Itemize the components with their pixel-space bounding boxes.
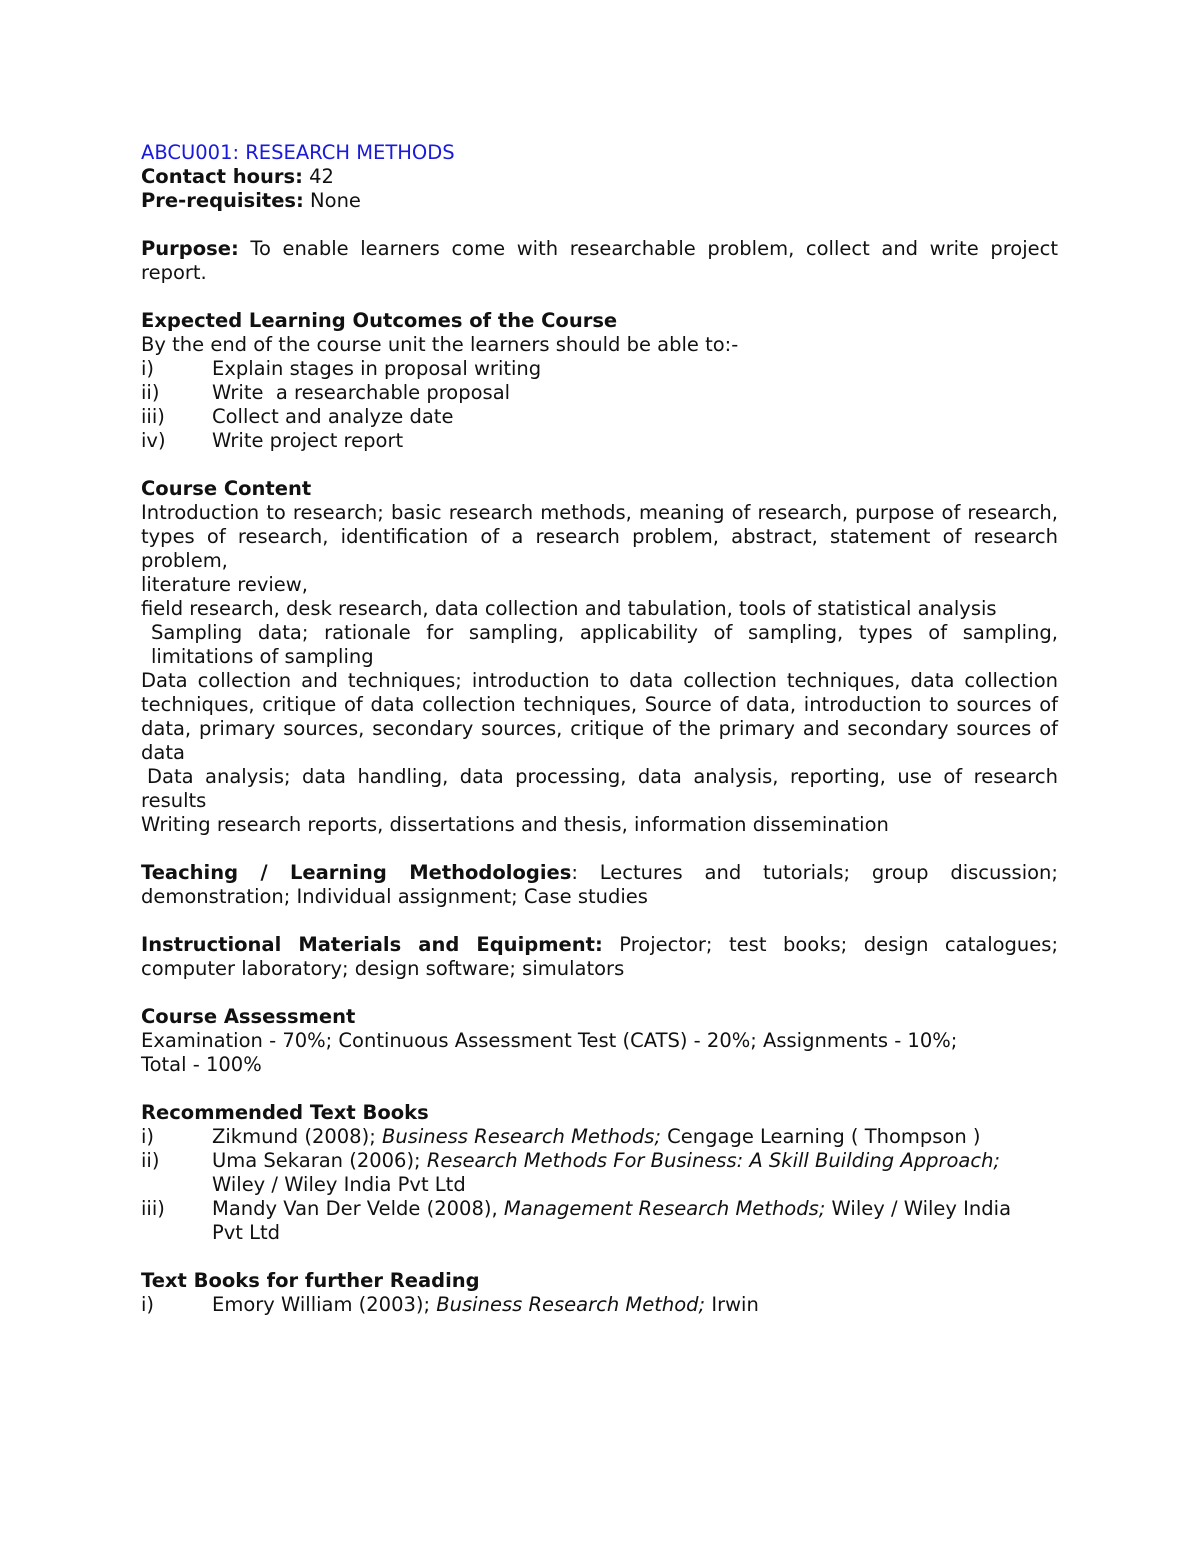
content-paragraph-5: Data collection and techniques; introduction to data collection techniques, data collection techniques, critique of data collection techniques, Source of data, introduction to sources of data, primary sources, secondary sources, critique of the primary and secondary sources of data xyxy=(141,669,1058,764)
content-paragraph-3: field research, desk research, data collection and tabulation, tools of statistical analysis xyxy=(141,597,997,620)
outcome-number: i) xyxy=(141,357,155,380)
textbook-author: Uma Sekaran (2006); xyxy=(212,1149,427,1172)
further-reading-text xyxy=(212,1293,1058,1317)
outcome-text: Collect and analyze date xyxy=(212,405,454,428)
outcome-item xyxy=(141,357,1058,381)
materials-paragraph xyxy=(141,933,1058,981)
outcome-number: iii) xyxy=(141,405,165,428)
spacer xyxy=(141,837,1058,861)
textbook-publisher: Wiley / Wiley India Pvt Ltd xyxy=(212,1197,1012,1244)
textbook-title: Business Research Methods; xyxy=(381,1125,661,1148)
textbook-item xyxy=(141,1197,1058,1245)
prerequisites-value: None xyxy=(310,189,361,212)
spacer xyxy=(141,1245,1058,1269)
outcomes-heading: Expected Learning Outcomes of the Course xyxy=(141,309,618,332)
outcome-number: ii) xyxy=(141,381,160,404)
textbook-item xyxy=(141,1125,1058,1149)
further-reading-publisher: Irwin xyxy=(705,1293,759,1316)
course-title: ABCU001: RESEARCH METHODS xyxy=(141,141,455,164)
textbook-number: ii) xyxy=(141,1149,160,1172)
outcome-number: iv) xyxy=(141,429,166,452)
further-reading-title: Business Research Method; xyxy=(436,1293,706,1316)
textbook-publisher: Wiley / Wiley India Pvt Ltd xyxy=(212,1173,466,1196)
spacer xyxy=(141,1077,1058,1101)
textbook-text xyxy=(212,1149,1058,1197)
further-reading-author: Emory William (2003); xyxy=(212,1293,437,1316)
outcome-text: Write project report xyxy=(212,429,404,452)
outcome-text: Explain stages in proposal writing xyxy=(212,357,542,380)
spacer xyxy=(141,981,1058,1005)
spacer xyxy=(141,909,1058,933)
assessment-line-2: Total - 100% xyxy=(141,1053,262,1076)
outcome-item xyxy=(141,381,1058,405)
content-heading: Course Content xyxy=(141,477,312,500)
teaching-paragraph xyxy=(141,861,1058,909)
assessment-heading: Course Assessment xyxy=(141,1005,356,1028)
spacer xyxy=(141,213,1058,237)
materials-text: Projector; test books; design catalogues; computer laboratory; design software; simulators xyxy=(141,933,1059,980)
contact-hours-label: Contact hours: xyxy=(141,165,303,188)
contact-hours-value: 42 xyxy=(309,165,334,188)
prerequisites xyxy=(141,189,1058,213)
textbooks-heading: Recommended Text Books xyxy=(141,1101,429,1124)
content-paragraph-7: Writing research reports, dissertations and thesis, information dissemination xyxy=(141,813,889,836)
content-paragraph-6: Data analysis; data handling, data processing, data analysis, reporting, use of research results xyxy=(141,765,1058,812)
textbook-title: Management Research Methods; xyxy=(503,1197,826,1220)
purpose-label: Purpose: xyxy=(141,237,239,260)
assessment-line-1: Examination - 70%; Continuous Assessment Test (CATS) - 20%; Assignments - 10%; xyxy=(141,1029,958,1052)
spacer xyxy=(141,453,1058,477)
contact-hours xyxy=(141,165,1058,189)
textbook-text xyxy=(212,1125,1058,1149)
further-reading-heading: Text Books for further Reading xyxy=(141,1269,480,1292)
content-paragraph-2: literature review, xyxy=(141,573,308,596)
textbook-number: i) xyxy=(141,1125,155,1148)
textbook-title: Research Methods For Business: A Skill Building Approach; xyxy=(426,1149,1000,1172)
outcome-item xyxy=(141,405,1058,429)
outcome-text: Write a researchable proposal xyxy=(212,381,511,404)
teaching-label: Teaching / Learning Methodologies xyxy=(141,861,572,884)
document-page xyxy=(141,141,1058,1317)
textbook-item xyxy=(141,1149,1058,1197)
textbook-author: Mandy Van Der Velde (2008), xyxy=(212,1197,504,1220)
content-paragraph-4: Sampling data; rationale for sampling, applicability of sampling, types of sampling, limitations of sampling xyxy=(151,621,1058,668)
prerequisites-label: Pre-requisites: xyxy=(141,189,304,212)
materials-label: Instructional Materials and Equipment: xyxy=(141,933,603,956)
teaching-text: : Lectures and tutorials; group discussion; demonstration; Individual assignment; Case studies xyxy=(141,861,1058,908)
textbook-number: iii) xyxy=(141,1197,165,1220)
further-reading-item xyxy=(141,1293,1058,1317)
further-reading-number: i) xyxy=(141,1293,155,1316)
content-paragraph-1: Introduction to research; basic research methods, meaning of research, purpose of research, types of research, identification of a research problem, abstract, statement of research problem, xyxy=(141,501,1058,572)
outcome-item xyxy=(141,429,1058,453)
purpose-paragraph xyxy=(141,237,1058,285)
textbook-publisher: Cengage Learning ( Thompson ) xyxy=(660,1125,981,1148)
outcomes-intro: By the end of the course unit the learners should be able to:- xyxy=(141,333,739,356)
textbook-text xyxy=(212,1197,1012,1245)
spacer xyxy=(141,285,1058,309)
purpose-text: To enable learners come with researchable problem, collect and write project report. xyxy=(141,237,1058,284)
textbook-author: Zikmund (2008); xyxy=(212,1125,382,1148)
